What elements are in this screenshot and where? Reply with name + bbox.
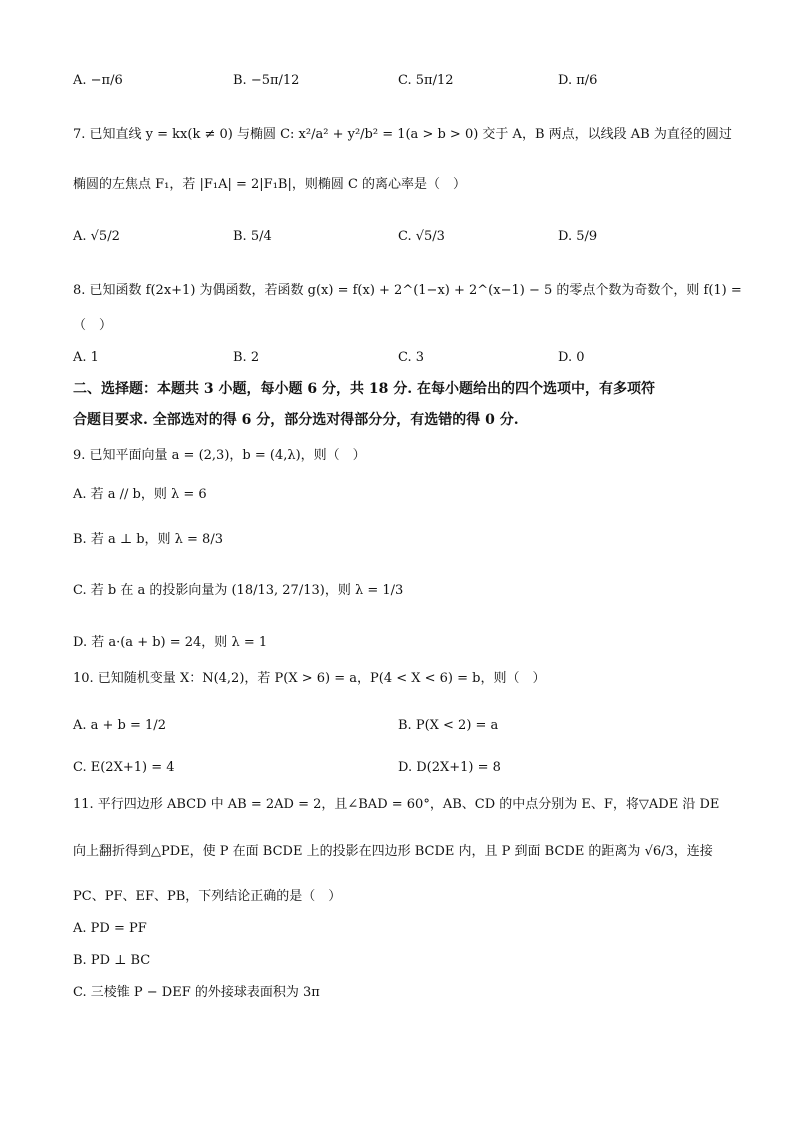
q10-option-c: C. E(2X+1) = 4 xyxy=(73,760,175,775)
q10-option-d: D. D(2X+1) = 8 xyxy=(398,760,501,775)
q7-option-b: B. 5/4 xyxy=(233,229,272,244)
q10-option-a: A. a + b = 1/2 xyxy=(73,718,166,733)
q9-stem: 9. 已知平面向量 a = (2,3)，b = (4,λ)，则（ ） xyxy=(73,448,366,463)
q7-stem-line1: 7. 已知直线 y = kx(k ≠ 0) 与椭圆 C: x²/a² + y²/b² = 1(a > b > 0) 交于 A，B 两点，以线段 AB 为直径的圆过 xyxy=(73,127,732,142)
q9-option-d: D. 若 a·(a + b) = 24，则 λ = 1 xyxy=(73,635,268,650)
q8-stem-line2: （ ） xyxy=(73,318,113,333)
q9-option-a: A. 若 a // b，则 λ = 6 xyxy=(73,487,207,502)
section2-heading-line2: 合题目要求. 全部选对的得 6 分，部分选对得部分分，有选错的得 0 分. xyxy=(73,412,519,428)
q11-stem-line1: 11. 平行四边形 ABCD 中 AB = 2AD = 2，且∠BAD = 60°，AB、CD 的中点分别为 E、F，将▽ADE 沿 DE xyxy=(73,797,720,812)
q11-stem-line3: PC、PF、EF、PB，下列结论正确的是（ ） xyxy=(73,889,342,904)
q7-option-d: D. 5/9 xyxy=(558,229,598,244)
q11-option-b: B. PD ⊥ BC xyxy=(73,953,151,968)
q11-stem-line2: 向上翻折得到△PDE，使 P 在面 BCDE 上的投影在四边形 BCDE 内，且 P 到面 BCDE 的距离为 √6/3，连接 xyxy=(73,844,713,859)
q10-option-b: B. P(X < 2) = a xyxy=(398,718,499,733)
section2-heading-line1: 二、选择题：本题共 3 小题，每小题 6 分，共 18 分. 在每小题给出的四个选项中，有多项符 xyxy=(73,381,655,397)
q9-option-b: B. 若 a ⊥ b，则 λ = 8/3 xyxy=(73,532,223,547)
q8-stem-line1: 8. 已知函数 f(2x+1) 为偶函数，若函数 g(x) = f(x) + 2^(1−x) + 2^(x−1) − 5 的零点个数为奇数个，则 f(1) = xyxy=(73,283,742,298)
q6-option-c: C. 5π/12 xyxy=(398,73,454,88)
q9-option-c: C. 若 b 在 a 的投影向量为 (18/13, 27/13)，则 λ = 1/3 xyxy=(73,583,404,598)
q8-option-a: A. 1 xyxy=(73,350,99,365)
q6-option-d: D. π/6 xyxy=(558,73,598,88)
q8-option-c: C. 3 xyxy=(398,350,425,365)
q8-option-d: D. 0 xyxy=(558,350,585,365)
q6-option-b: B. −5π/12 xyxy=(233,73,300,88)
q8-option-b: B. 2 xyxy=(233,350,260,365)
q7-stem-line2: 椭圆的左焦点 F₁，若 |F₁A| = 2|F₁B|，则椭圆 C 的离心率是（ ） xyxy=(73,177,467,192)
q10-stem: 10. 已知随机变量 X：N(4,2)，若 P(X > 6) = a，P(4 < X < 6) = b，则（ ） xyxy=(73,671,546,686)
q11-option-a: A. PD = PF xyxy=(73,921,147,936)
q7-option-a: A. √5/2 xyxy=(73,229,120,244)
q11-option-c: C. 三棱锥 P − DEF 的外接球表面积为 3π xyxy=(73,985,320,1000)
q6-option-a: A. −π/6 xyxy=(73,73,123,88)
q7-option-c: C. √5/3 xyxy=(398,229,445,244)
